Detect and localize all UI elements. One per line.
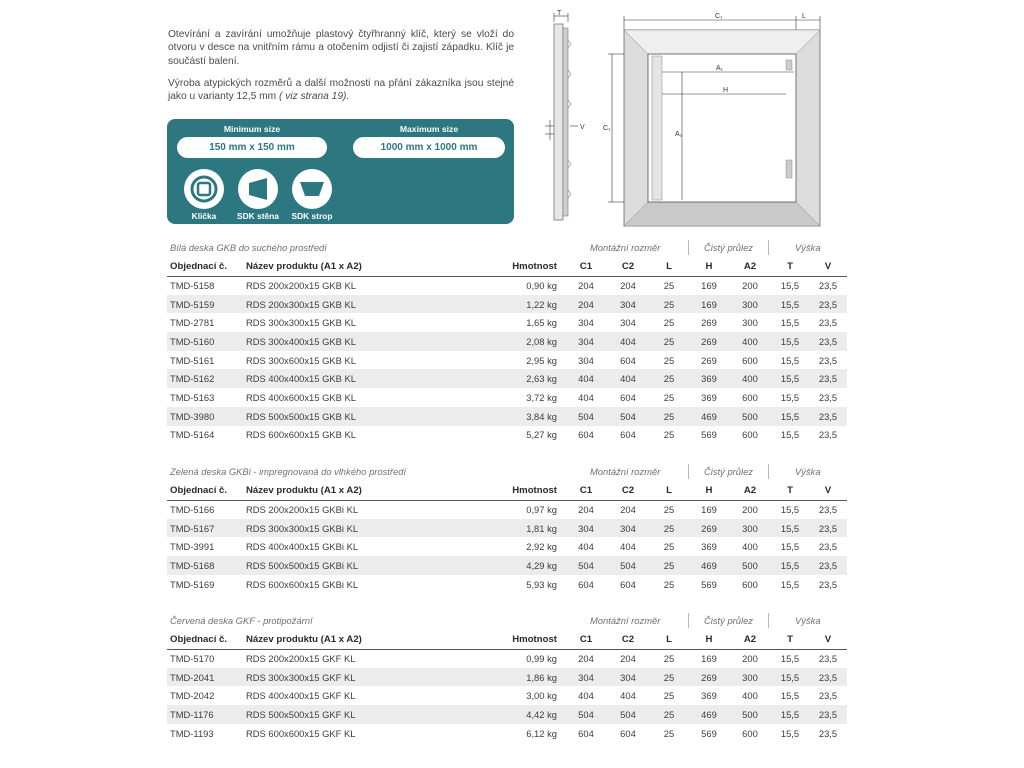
cell-c2: 604 xyxy=(620,391,636,403)
cell-weight: 2,08 kg xyxy=(471,332,565,351)
cell-c2: 404 xyxy=(607,369,649,388)
cell-c2: 304 xyxy=(607,295,649,314)
group-clear-label: Čistý průlez xyxy=(704,466,753,477)
cell-c2: 504 xyxy=(607,407,649,426)
cell-order-number: TMD-5161 xyxy=(170,354,215,366)
cell-a2: 500 xyxy=(729,705,771,724)
cell-l: 25 xyxy=(663,690,675,702)
group-clear-label: Čistý průlez xyxy=(704,615,753,626)
cell-c1: 204 xyxy=(578,504,594,516)
cell-order-number: TMD-5159 xyxy=(167,295,243,314)
table-row xyxy=(167,332,847,351)
cell-c1: 404 xyxy=(578,391,594,403)
group-height-label: Výška xyxy=(795,466,821,477)
table-row xyxy=(167,575,847,594)
cell-a2: 400 xyxy=(729,332,771,351)
cell-a2: 600 xyxy=(742,727,758,739)
cell-weight: 4,29 kg xyxy=(471,556,565,575)
cell-c2: 204 xyxy=(620,280,636,292)
cell-order-number: TMD-5160 xyxy=(167,332,243,351)
ceiling-icon xyxy=(292,169,332,209)
column-header-l: L xyxy=(649,481,689,500)
cell-c1: 204 xyxy=(565,295,607,314)
table-row xyxy=(167,313,847,332)
cell-t: 15,5 xyxy=(780,690,800,702)
cell-product-name: RDS 300x600x15 GKB KL xyxy=(246,354,356,366)
cell-weight: 0,90 kg xyxy=(526,280,557,292)
cell-weight: 0,97 kg xyxy=(526,504,557,516)
cell-h: 369 xyxy=(689,369,729,388)
cell-weight: 1,22 kg xyxy=(471,295,565,314)
cell-v: 23,5 xyxy=(818,317,838,329)
cell-h: 169 xyxy=(689,295,729,314)
group-height-label: Výška xyxy=(795,242,821,253)
dim-l-label: L xyxy=(802,13,806,20)
cell-c1: 304 xyxy=(565,519,607,538)
cell-order-number: TMD-2041 xyxy=(167,668,243,687)
dim-c1-side-label: C₁ xyxy=(603,125,611,132)
caption-divider xyxy=(768,240,769,255)
column-header-c2: C2 xyxy=(607,630,649,649)
cell-order-number: TMD-3991 xyxy=(170,541,215,553)
cell-h: 269 xyxy=(689,519,729,538)
section-caption: Bílá deska GKB do suchého prostředí xyxy=(170,242,327,253)
cell-weight: 5,27 kg xyxy=(526,429,557,441)
dim-v-label: V xyxy=(580,124,585,131)
cell-c1: 204 xyxy=(578,280,594,292)
column-header-order-number: Objednací č. xyxy=(167,481,243,500)
cell-a2: 600 xyxy=(742,578,758,590)
cell-t: 15,5 xyxy=(780,727,800,739)
table-row xyxy=(167,519,847,538)
cell-c2: 204 xyxy=(620,653,636,665)
cell-t: 15,5 xyxy=(771,556,809,575)
cell-order-number: TMD-5162 xyxy=(167,369,243,388)
front-view-drawing xyxy=(600,10,830,230)
min-size-value: 150 mm x 150 mm xyxy=(177,137,327,158)
cell-l: 25 xyxy=(663,429,675,441)
section-caption-row xyxy=(167,612,847,630)
cell-weight: 2,95 kg xyxy=(526,354,557,366)
cell-product-name: RDS 400x400x15 GKF KL xyxy=(246,690,356,702)
cell-a2: 500 xyxy=(729,556,771,575)
cell-weight: 2,63 kg xyxy=(471,369,565,388)
cell-h: 569 xyxy=(701,727,717,739)
cell-t: 15,5 xyxy=(771,332,809,351)
dim-t-label: T xyxy=(557,10,562,17)
column-header-product-name: Název produktu (A1 x A2) xyxy=(243,630,471,649)
cell-order-number: TMD-5168 xyxy=(167,556,243,575)
cell-c2: 304 xyxy=(607,519,649,538)
cell-weight: 1,86 kg xyxy=(471,668,565,687)
cell-v: 23,5 xyxy=(809,369,847,388)
cell-product-name: RDS 500x500x15 GKB KL xyxy=(243,407,471,426)
section-caption: Červená deska GKF - protipožární xyxy=(170,615,313,626)
caption-divider xyxy=(768,464,769,479)
cell-t: 15,5 xyxy=(780,578,800,590)
cell-product-name: RDS 500x500x15 GKBi KL xyxy=(243,556,471,575)
cell-c2: 504 xyxy=(607,705,649,724)
cell-order-number: TMD-5163 xyxy=(170,391,215,403)
table-row xyxy=(167,705,847,724)
cell-c1: 304 xyxy=(578,317,594,329)
cell-product-name: RDS 600x600x15 GKB KL xyxy=(246,429,356,441)
column-header-a2: A2 xyxy=(729,257,771,276)
column-header-c1: C1 xyxy=(565,630,607,649)
cell-weight: 3,84 kg xyxy=(471,407,565,426)
cell-t: 15,5 xyxy=(771,369,809,388)
cell-v: 23,5 xyxy=(818,541,838,553)
column-header-weight: Hmotnost xyxy=(471,257,565,276)
cell-v: 23,5 xyxy=(818,727,838,739)
cell-a2: 300 xyxy=(729,668,771,687)
cell-v: 23,5 xyxy=(818,391,838,403)
cell-v: 23,5 xyxy=(818,280,838,292)
cell-c1: 504 xyxy=(565,556,607,575)
max-size-value: 1000 mm x 1000 mm xyxy=(353,137,505,158)
table-row xyxy=(167,649,847,668)
cell-l: 25 xyxy=(663,504,675,516)
cell-c1: 404 xyxy=(565,369,607,388)
cell-order-number: TMD-5166 xyxy=(170,504,215,516)
table-row xyxy=(167,556,847,575)
wall-label: SDK stěna xyxy=(237,211,279,221)
cell-weight: 3,00 kg xyxy=(526,690,557,702)
caption-divider xyxy=(688,613,689,628)
dim-c1-top-label: C₁ xyxy=(715,13,723,20)
min-size-label: Minimum size xyxy=(223,124,281,134)
cell-order-number: TMD-2042 xyxy=(170,690,215,702)
cell-v: 23,5 xyxy=(809,705,847,724)
table-row xyxy=(167,407,847,426)
intro-paragraph-1: Otevírání a zavírání umožňuje plastový čtyřhranný klíč, který se vloží do otvoru v desce na vnitřním rámu a otočením odjistí či zajistí západku. Klíč je součástí balení. xyxy=(168,29,514,67)
cell-product-name: RDS 300x400x15 GKB KL xyxy=(243,332,471,351)
ceiling-label: SDK strop xyxy=(291,211,333,221)
cell-v: 23,5 xyxy=(818,504,838,516)
cell-c1: 204 xyxy=(578,653,594,665)
table-row xyxy=(167,351,847,370)
column-header-v: V xyxy=(809,630,847,649)
max-size-label: Maximum size xyxy=(399,124,459,134)
column-header-l: L xyxy=(649,257,689,276)
table-row xyxy=(167,388,847,407)
cell-h: 269 xyxy=(701,317,717,329)
column-header-order-number: Objednací č. xyxy=(167,257,243,276)
cell-c1: 404 xyxy=(578,690,594,702)
product-table xyxy=(167,481,847,593)
column-header-weight: Hmotnost xyxy=(471,481,565,500)
cell-v: 23,5 xyxy=(809,519,847,538)
cell-l: 25 xyxy=(649,519,689,538)
page-reference: ( viz strana 19). xyxy=(279,91,350,103)
cell-product-name: RDS 400x400x15 GKB KL xyxy=(243,369,471,388)
cell-v: 23,5 xyxy=(818,429,838,441)
column-header-v: V xyxy=(809,481,847,500)
cell-c1: 604 xyxy=(578,429,594,441)
cell-order-number: TMD-1176 xyxy=(167,705,243,724)
cell-weight: 3,72 kg xyxy=(526,391,557,403)
cell-t: 15,5 xyxy=(780,354,800,366)
cell-h: 269 xyxy=(689,668,729,687)
cell-product-name: RDS 300x300x15 GKBi KL xyxy=(243,519,471,538)
cell-a2: 600 xyxy=(742,429,758,441)
column-header-t: T xyxy=(771,630,809,649)
cell-l: 25 xyxy=(663,541,675,553)
cell-l: 25 xyxy=(663,578,675,590)
cell-product-name: RDS 300x300x15 GKB KL xyxy=(246,317,356,329)
column-header-c1: C1 xyxy=(565,481,607,500)
cell-t: 15,5 xyxy=(780,541,800,553)
cell-c1: 404 xyxy=(578,541,594,553)
cell-t: 15,5 xyxy=(771,295,809,314)
cell-t: 15,5 xyxy=(780,317,800,329)
cell-weight: 4,42 kg xyxy=(471,705,565,724)
cell-l: 25 xyxy=(649,332,689,351)
cell-t: 15,5 xyxy=(771,705,809,724)
cell-t: 15,5 xyxy=(771,407,809,426)
cell-c1: 504 xyxy=(565,705,607,724)
cell-h: 369 xyxy=(701,690,717,702)
cell-c1: 304 xyxy=(565,668,607,687)
caption-divider xyxy=(688,240,689,255)
table-section-gkbi xyxy=(167,463,847,593)
cell-l: 25 xyxy=(649,705,689,724)
cell-c1: 304 xyxy=(578,354,594,366)
cell-h: 269 xyxy=(701,354,717,366)
cell-c1: 304 xyxy=(565,332,607,351)
table-row xyxy=(167,686,847,705)
column-header-product-name: Název produktu (A1 x A2) xyxy=(243,257,471,276)
cell-l: 25 xyxy=(649,556,689,575)
cell-l: 25 xyxy=(663,354,675,366)
cell-h: 169 xyxy=(701,653,717,665)
cell-h: 369 xyxy=(701,541,717,553)
key-socket-icon xyxy=(184,169,224,209)
cell-v: 23,5 xyxy=(809,332,847,351)
group-height-label: Výška xyxy=(795,615,821,626)
table-row xyxy=(167,668,847,687)
cell-h: 469 xyxy=(689,407,729,426)
cell-c2: 604 xyxy=(620,354,636,366)
cell-h: 569 xyxy=(701,578,717,590)
cell-a2: 200 xyxy=(742,280,758,292)
caption-divider xyxy=(768,613,769,628)
size-spec-box xyxy=(167,119,514,224)
side-section-drawing xyxy=(540,10,600,225)
cell-c1: 604 xyxy=(578,578,594,590)
cell-h: 569 xyxy=(701,429,717,441)
cell-a2: 200 xyxy=(742,653,758,665)
cell-order-number: TMD-5158 xyxy=(170,280,215,292)
cell-h: 469 xyxy=(689,705,729,724)
cell-weight: 6,12 kg xyxy=(526,727,557,739)
table-section-gkf xyxy=(167,612,847,742)
cell-t: 15,5 xyxy=(771,668,809,687)
cell-t: 15,5 xyxy=(771,519,809,538)
cell-c2: 304 xyxy=(607,668,649,687)
section-caption: Zelená deska GKBi - impregnovaná do vlhkého prostředí xyxy=(170,466,407,477)
cell-l: 25 xyxy=(663,727,675,739)
table-row xyxy=(167,295,847,314)
cell-product-name: RDS 600x600x15 GKBi KL xyxy=(246,578,359,590)
column-header-t: T xyxy=(771,481,809,500)
cell-product-name: RDS 300x300x15 GKF KL xyxy=(243,668,471,687)
cell-l: 25 xyxy=(649,668,689,687)
cell-c2: 504 xyxy=(607,556,649,575)
cell-a2: 400 xyxy=(742,690,758,702)
cell-order-number: TMD-5170 xyxy=(170,653,215,665)
table-row xyxy=(167,500,847,519)
cell-order-number: TMD-5169 xyxy=(170,578,215,590)
cell-t: 15,5 xyxy=(780,280,800,292)
wall-icon xyxy=(238,169,278,209)
column-header-c1: C1 xyxy=(565,257,607,276)
cell-v: 23,5 xyxy=(818,653,838,665)
cell-a2: 400 xyxy=(742,541,758,553)
cell-a2: 200 xyxy=(742,504,758,516)
column-header-c2: C2 xyxy=(607,481,649,500)
cell-order-number: TMD-1193 xyxy=(170,727,214,739)
cell-order-number: TMD-2781 xyxy=(170,317,215,329)
intro-paragraph-2-main: Výroba atypických rozměrů a další možnosti na přání zákazníka jsou stejné jako u varianty 12,5 mm xyxy=(168,77,514,103)
column-header-weight: Hmotnost xyxy=(471,630,565,649)
table-row xyxy=(167,276,847,295)
column-header-h: H xyxy=(689,481,729,500)
cell-weight: 1,65 kg xyxy=(526,317,557,329)
cell-h: 469 xyxy=(689,556,729,575)
cell-c2: 404 xyxy=(620,690,636,702)
cell-weight: 0,99 kg xyxy=(526,653,557,665)
cell-v: 23,5 xyxy=(809,668,847,687)
section-caption-row xyxy=(167,463,847,481)
cell-h: 269 xyxy=(689,332,729,351)
cell-a2: 600 xyxy=(742,354,758,366)
cell-l: 25 xyxy=(649,295,689,314)
key-socket-label: Klička xyxy=(191,211,217,221)
cell-a2: 300 xyxy=(729,519,771,538)
table-row xyxy=(167,537,847,556)
cell-product-name: RDS 200x200x15 GKF KL xyxy=(246,653,356,665)
cell-l: 25 xyxy=(663,317,675,329)
cell-weight: 2,92 kg xyxy=(526,541,557,553)
cell-c1: 504 xyxy=(565,407,607,426)
cell-l: 25 xyxy=(663,391,675,403)
cell-c2: 604 xyxy=(620,429,636,441)
cell-t: 15,5 xyxy=(780,429,800,441)
cell-h: 169 xyxy=(701,504,717,516)
dim-a1-label: A₁ xyxy=(716,65,724,72)
cell-c2: 304 xyxy=(620,317,636,329)
dim-a2-label: A₂ xyxy=(675,131,683,138)
table-row xyxy=(167,426,847,445)
table-row xyxy=(167,369,847,388)
cell-t: 15,5 xyxy=(780,391,800,403)
cell-t: 15,5 xyxy=(780,504,800,516)
cell-l: 25 xyxy=(649,369,689,388)
column-header-a2: A2 xyxy=(729,630,771,649)
intro-paragraph-2 xyxy=(168,77,514,104)
column-header-h: H xyxy=(689,257,729,276)
cell-order-number: TMD-3980 xyxy=(167,407,243,426)
cell-weight: 1,81 kg xyxy=(471,519,565,538)
group-clear-label: Čistý průlez xyxy=(704,242,753,253)
table-row xyxy=(167,724,847,743)
cell-a2: 600 xyxy=(742,391,758,403)
cell-order-number: TMD-5167 xyxy=(167,519,243,538)
table-section-gkb xyxy=(167,239,847,444)
cell-weight: 5,93 kg xyxy=(526,578,557,590)
product-table xyxy=(167,257,847,444)
dim-h-label: H xyxy=(723,87,729,94)
cell-l: 25 xyxy=(663,653,675,665)
product-table xyxy=(167,630,847,742)
cell-c2: 204 xyxy=(620,504,636,516)
cell-v: 23,5 xyxy=(809,295,847,314)
column-header-l: L xyxy=(649,630,689,649)
cell-c2: 404 xyxy=(620,541,636,553)
cell-a2: 400 xyxy=(729,369,771,388)
column-header-t: T xyxy=(771,257,809,276)
cell-h: 369 xyxy=(701,391,717,403)
cell-product-name: RDS 400x400x15 GKBi KL xyxy=(246,541,359,553)
column-header-c2: C2 xyxy=(607,257,649,276)
cell-v: 23,5 xyxy=(818,578,838,590)
intro-text xyxy=(168,28,514,112)
column-header-order-number: Objednací č. xyxy=(167,630,243,649)
cell-order-number: TMD-5164 xyxy=(170,429,215,441)
cell-product-name: RDS 200x200x15 GKBi KL xyxy=(246,504,359,516)
cell-v: 23,5 xyxy=(809,407,847,426)
cell-product-name: RDS 400x600x15 GKB KL xyxy=(246,391,356,403)
cell-h: 169 xyxy=(701,280,717,292)
cell-l: 25 xyxy=(649,407,689,426)
section-caption-row xyxy=(167,239,847,257)
cell-a2: 300 xyxy=(729,295,771,314)
cell-c1: 604 xyxy=(578,727,594,739)
cell-product-name: RDS 200x200x15 GKB KL xyxy=(246,280,356,292)
column-header-h: H xyxy=(689,630,729,649)
cell-a2: 300 xyxy=(742,317,758,329)
cell-v: 23,5 xyxy=(809,556,847,575)
cell-product-name: RDS 500x500x15 GKF KL xyxy=(243,705,471,724)
group-mount-label: Montážní rozměr xyxy=(590,615,661,626)
cell-a2: 500 xyxy=(729,407,771,426)
cell-product-name: RDS 600x600x15 GKF KL xyxy=(246,727,356,739)
cell-v: 23,5 xyxy=(818,690,838,702)
cell-c2: 604 xyxy=(620,727,636,739)
column-header-v: V xyxy=(809,257,847,276)
column-header-product-name: Název produktu (A1 x A2) xyxy=(243,481,471,500)
group-mount-label: Montážní rozměr xyxy=(590,466,661,477)
group-mount-label: Montážní rozměr xyxy=(590,242,661,253)
cell-c2: 404 xyxy=(607,332,649,351)
cell-c2: 604 xyxy=(620,578,636,590)
cell-t: 15,5 xyxy=(780,653,800,665)
column-header-a2: A2 xyxy=(729,481,771,500)
caption-divider xyxy=(688,464,689,479)
cell-l: 25 xyxy=(663,280,675,292)
cell-v: 23,5 xyxy=(818,354,838,366)
cell-product-name: RDS 200x300x15 GKB KL xyxy=(243,295,471,314)
